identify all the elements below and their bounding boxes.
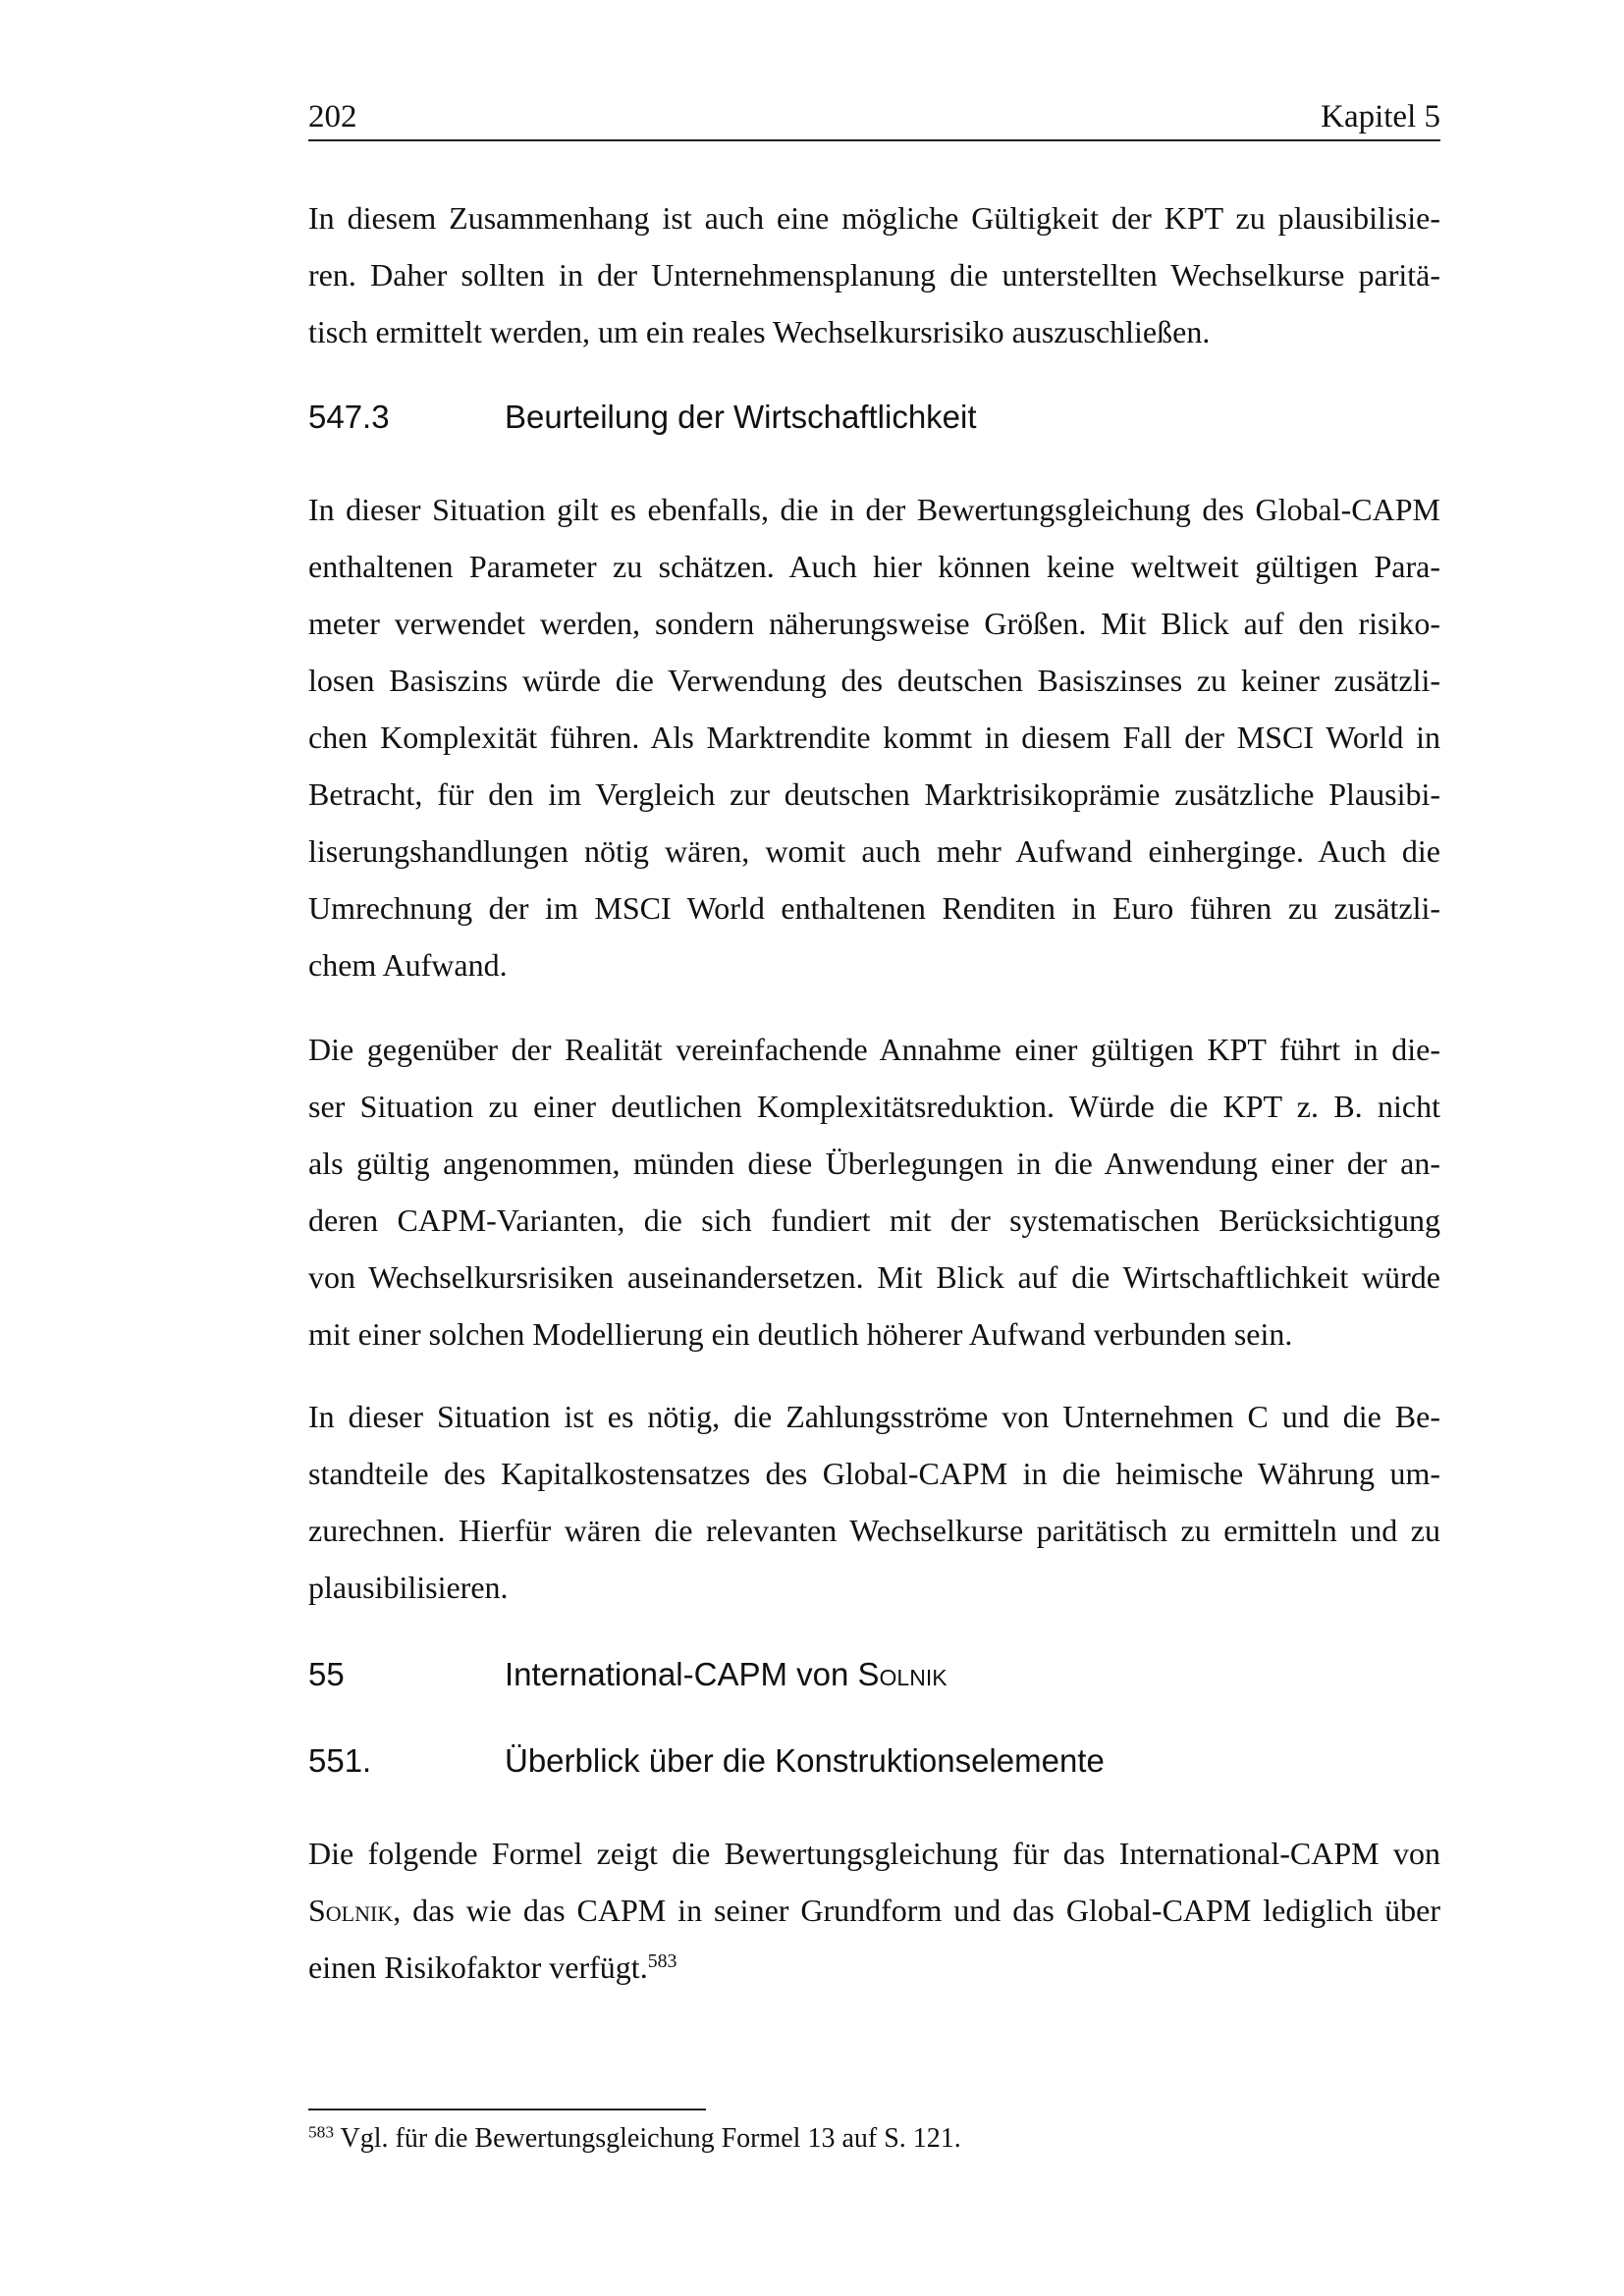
text-line: In dieser Situation gilt es ebenfalls, die in der Bewertungsgleichung des Global-CAPM — [308, 492, 1440, 527]
text-line: tisch ermittelt werden, um ein reales Wechselkursrisiko auszuschließen. — [308, 314, 1211, 349]
text-line: liserungshandlungen nötig wären, womit auch mehr Aufwand einherginge. Auch die — [308, 833, 1440, 869]
text-line: chen Komplexität führen. Als Marktrendite kommt in diesem Fall der MSCI World in — [308, 720, 1440, 755]
section-heading-55 — [308, 1652, 1440, 1697]
text-line: In diesem Zusammenhang ist auch eine mögliche Gültigkeit der KPT zu plausibilisie- — [308, 200, 1440, 236]
text-line: ser Situation zu einer deutlichen Komplexitätsreduktion. Würde die KPT z. B. nicht — [308, 1089, 1440, 1124]
text-line: chem Aufwand. — [308, 947, 508, 983]
paragraph-intro — [308, 189, 1440, 360]
section-heading-547-3 — [308, 395, 1440, 440]
text-line: Betracht, für den im Vergleich zur deutschen Marktrisikoprämie zusätzliche Plausibi- — [308, 776, 1440, 812]
text-line: als gültig angenommen, münden diese Überlegungen in die Anwendung einer der an- — [308, 1146, 1440, 1181]
author-name: Solnik — [308, 1893, 394, 1928]
footnote-divider — [308, 2109, 706, 2110]
author-name: Solnik — [857, 1656, 947, 1692]
text-line: plausibilisieren. — [308, 1570, 509, 1605]
footnote — [308, 2120, 961, 2158]
footnote-text: Vgl. für die Bewertungsgleichung Formel 13 auf S. 121. — [334, 2123, 961, 2154]
text-line: enthaltenen Parameter zu schätzen. Auch hier können keine weltweit gültigen Para- — [308, 549, 1440, 584]
text-line: zurechnen. Hierfür wären die relevanten Wechselkurse paritätisch zu ermitteln und zu — [308, 1513, 1440, 1548]
text-line: In dieser Situation ist es nötig, die Zahlungsströme von Unternehmen C und die Be- — [308, 1399, 1440, 1434]
section-title: Überblick über die Konstruktionselemente — [505, 1742, 1105, 1779]
text-line: von Wechselkursrisiken auseinandersetzen. Mit Blick auf die Wirtschaftlichkeit würde — [308, 1259, 1440, 1295]
section-number: 547.3 — [308, 399, 390, 435]
text-line: Die gegenüber der Realität vereinfachende Annahme einer gültigen KPT führt in die- — [308, 1032, 1440, 1067]
footnote-reference[interactable]: 583 — [647, 1950, 677, 1973]
section-number: 551. — [308, 1742, 372, 1779]
text-line: Umrechnung der im MSCI World enthaltenen Renditen in Euro führen zu zusätzli- — [308, 890, 1440, 926]
text-line — [308, 1939, 1440, 1996]
section-title — [505, 1652, 947, 1697]
text-fragment: , das wie das CAPM in seiner Grundform und das Global-CAPM lediglich über — [393, 1893, 1440, 1928]
page-header — [308, 94, 1440, 141]
section-heading-551 — [308, 1738, 1440, 1784]
text-fragment: einen Risikofaktor verfügt. — [308, 1949, 648, 1985]
paragraph-1 — [308, 481, 1440, 993]
paragraph-4 — [308, 1825, 1440, 1996]
text-line: meter verwendet werden, sondern näherungsweise Größen. Mit Blick auf den risiko- — [308, 606, 1440, 641]
section-title-text: International-CAPM von — [505, 1656, 858, 1692]
section-number: 55 — [308, 1656, 345, 1692]
text-line: standteile des Kapitalkostensatzes des Global-CAPM in die heimische Währung um- — [308, 1456, 1440, 1491]
page-number: 202 — [308, 99, 357, 134]
chapter-label: Kapitel 5 — [1321, 99, 1440, 134]
text-line — [308, 1882, 1440, 1939]
paragraph-2 — [308, 1021, 1440, 1362]
text-line: Die folgende Formel zeigt die Bewertungsgleichung für das International-CAPM von — [308, 1836, 1440, 1871]
footnote-number: 583 — [308, 2122, 335, 2142]
text-line: mit einer solchen Modellierung ein deutlich höherer Aufwand verbunden sein. — [308, 1316, 1293, 1352]
text-line: deren CAPM-Varianten, die sich fundiert mit der systematischen Berücksichtigung — [308, 1202, 1440, 1238]
section-title: Beurteilung der Wirtschaftlichkeit — [505, 399, 977, 435]
text-line: ren. Daher sollten in der Unternehmensplanung die unterstellten Wechselkurse paritä- — [308, 257, 1440, 293]
text-line: losen Basiszins würde die Verwendung des deutschen Basiszinses zu keiner zusätzli- — [308, 663, 1440, 698]
paragraph-3 — [308, 1388, 1440, 1616]
